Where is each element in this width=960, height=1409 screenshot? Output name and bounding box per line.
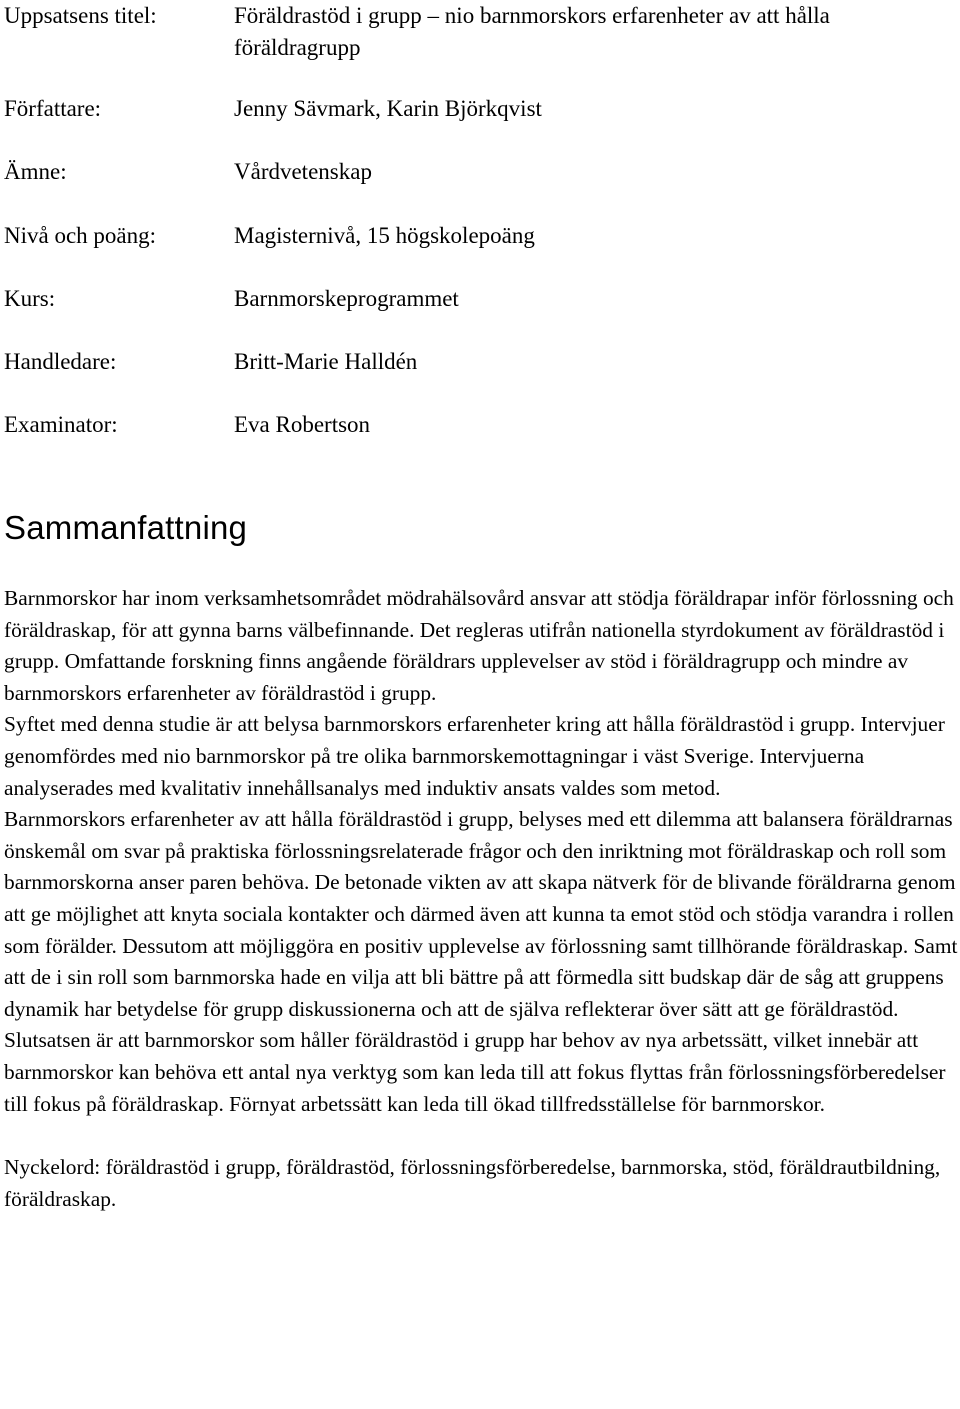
metadata-label: Examinator: <box>4 412 118 437</box>
keywords: Nyckelord: föräldrastöd i grupp, föräldrastöd, förlossningsförberedelse, barnmorska, stöd, föräldrautbildning, föräldraskap. <box>4 1155 941 1211</box>
metadata-value: Jenny Sävmark, Karin Björkqvist <box>234 96 542 121</box>
metadata-label: Uppsatsens titel: <box>4 3 157 28</box>
metadata-value: Barnmorskeprogrammet <box>234 286 459 311</box>
summary-paragraph-conclusion: Slutsatsen är att barnmorskor som håller föräldrastöd i grupp har behov av nya arbetssätt, vilket innebär att barnmorskor kan behöva ett antal nya verktyg som kan leda till att fokus flyttas från förlossningsförberedelser till fokus på föräldraskap. Förnyat arbetssätt kan leda till ökad tillfredsställelse för barnmorskor. <box>4 1028 946 1116</box>
summary-paragraph-background: Barnmorskor har inom verksamhetsområdet mödrahälsovård ansvar att stödja föräldrapar inför förlossning och föräldraskap, för att gynna barns välbefinnande. Det regleras utifrån nationella styrdokument av föräldrastöd i grupp. Omfattande forskning finns angående föräldrars upplevelser av stöd i föräldragrupp och mindre av barnmorskors erfarenheter av föräldrastöd i grupp. <box>4 586 954 705</box>
summary-paragraph-aim-method: Syftet med denna studie är att belysa barnmorskors erfarenheter kring att hålla föräldrastöd i grupp. Intervjuer genomfördes med nio barnmorskor på tre olika barnmorskemottagningar i väst Sverige. Intervjuerna analyserades med kvalitativ innehållsanalys med induktiv ansats valdes som metod. <box>4 712 945 800</box>
metadata-value: Britt-Marie Halldén <box>234 349 418 374</box>
metadata-row-course <box>4 283 956 315</box>
metadata-row-subject <box>4 156 956 188</box>
metadata-row-supervisor <box>4 346 956 378</box>
metadata-label: Kurs: <box>4 286 56 311</box>
summary-heading: Sammanfattning <box>4 509 248 546</box>
summary-body <box>4 583 960 1215</box>
metadata-label: Författare: <box>4 96 102 121</box>
metadata-label: Ämne: <box>4 159 67 184</box>
metadata-value: Magisternivå, 15 högskolepoäng <box>234 223 535 248</box>
metadata-row-authors <box>4 93 956 125</box>
metadata-row-level <box>4 220 956 252</box>
metadata-row-examiner <box>4 409 956 441</box>
metadata-value: Vårdvetenskap <box>234 159 372 184</box>
metadata-value: Eva Robertson <box>234 412 371 437</box>
metadata-label: Handledare: <box>4 349 117 374</box>
metadata-label: Nivå och poäng: <box>4 223 157 248</box>
summary-paragraph-results: Barnmorskors erfarenheter av att hålla föräldrastöd i grupp, belyses med ett dilemma att balansera föräldrarnas önskemål om svar på praktiska förlossningsrelaterade frågor och den inriktning mot föräldraskap och roll som barnmorskorna anser paren behöva. De betonade vikten av att skapa nätverk för de blivande föräldrarna genom att ge möjlighet att knyta sociala kontakter och därmed även att kunna ta emot stöd och stödja varandra i rollen som förälder. Dessutom att möjliggöra en positiv upplevelse av förlossning samt tillhörande föräldraskap. Samt att de i sin roll som barnmorska hade en vilja att bli bättre på att förmedla sitt budskap där de såg att gruppens dynamik har betydelse för grupp diskussionerna och att de själva reflekterar över sätt att ge föräldrastöd. <box>4 807 958 1021</box>
metadata-value: Föräldrastöd i grupp – nio barnmorskors erfarenheter av att hålla föräldragrupp <box>234 3 830 60</box>
metadata-row-title <box>4 0 956 64</box>
